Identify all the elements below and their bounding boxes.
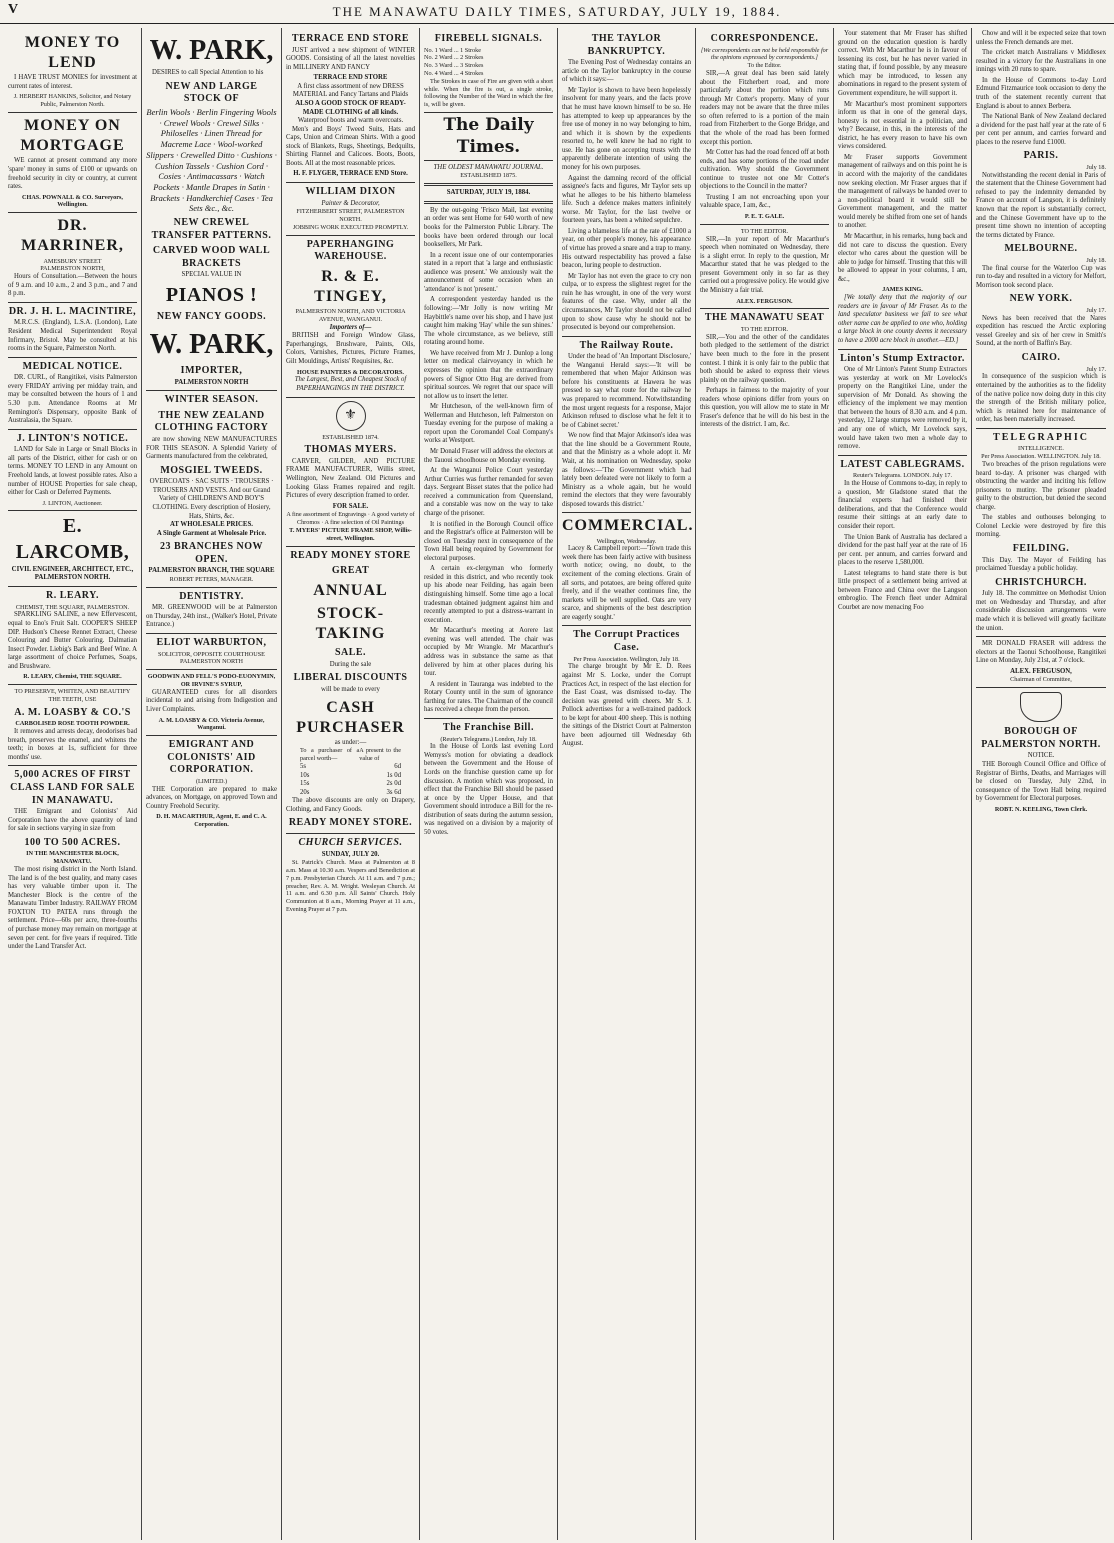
editorial-paragraph: A correspondent yesterday handed us the following:—'Mr Jolly is now writing Mr Haybittle's name over his shop, and I have just caught him making 'Hay' while the sun shines.' The whole circumstance, as we believe, still rotating around home. bbox=[424, 296, 553, 347]
cairo-date: July 17. bbox=[1086, 365, 1106, 373]
editorial-paragraph: A resident in Tauranga was indebted to the Rotary County until in the sum of ignorance farthing for rates. The Chairman of the council has received a cheque from the person. bbox=[424, 680, 553, 714]
medical-notice-body: DR. CURL, of Rangitikei, visits Palmerston every FRIDAY arriving per midday train, and may be consulted between the hours of 1 and 5.30 p.m. Attendance Rooms at Mr Remington's Dispensary, opposite Bank of Australasia, the Square. bbox=[8, 374, 137, 425]
divider bbox=[8, 112, 137, 113]
paperhanging-heading: PAPERHANGING WAREHOUSE. bbox=[306, 238, 395, 263]
mortgage-body: WE cannot at present command any more 'spare' money in sums of £100 or upwards on freehold security in city or country, at current rates. bbox=[8, 157, 137, 191]
mortgage-signature: CHAS. POWNALL & CO. Surveyors, Wellington. bbox=[22, 193, 123, 209]
myers-body: CARVER, GILDER, AND PICTURE FRAME MANUFACTURER, Willis street, Wellington, New Zealand. Old Pictures and Looking Glass Frames repaired and regilt. Pictures of every description framed to order. bbox=[286, 457, 415, 500]
firebell-note: The Strokes in case of Fire are given with a short while. When the fire is out, a single stroke, following the Number of the Ward in which the fire is, will be given. bbox=[424, 77, 553, 109]
column-7 bbox=[834, 28, 972, 1540]
fraser-letter-paragraph: Mr Macarthur's most prominent supporters inform us that in one of the general days, honesty is not essential in a politician, and why? Because, in this, in the interests of the district, he has every reason to have his own views considered. bbox=[838, 100, 967, 151]
ready-money-under: as under:— bbox=[334, 738, 367, 746]
fraser-meeting-role: Chairman of Committee, bbox=[1010, 676, 1072, 684]
tingey-paperhangings: The Largest, Best, and Cheapest Stock of PAPERHANGINGS IN THE DISTRICT. bbox=[294, 376, 407, 392]
column-2 bbox=[142, 28, 282, 1540]
fraser-meeting-signature: ALEX. FERGUSON, bbox=[1010, 667, 1072, 675]
new-york-date: July 17. bbox=[1086, 306, 1106, 314]
manawatu-seat-paragraph: SIR,—You and the other of the candidates both pledged to the settlement of the district have been much to the fore in the present contest. I think it is only fair to the public that both should be asked to express their views plainly on the railway question. bbox=[700, 333, 829, 384]
melbourne-date: July 18. bbox=[1086, 256, 1106, 264]
fraser-editor-note: [We totally deny that the majority of our readers are in favour of Mr Fraser. As to the land speculator business we fail to see what other name can be applied to one who, holding a large block in one county deems it necessary to have a 2000 acre block in another.—ED.] bbox=[838, 294, 967, 344]
editorial-paragraph: Mr Donald Fraser will address the electors at the Tauoui schoolhouse on Monday evening. bbox=[424, 448, 553, 464]
ready-money-table-header bbox=[286, 747, 415, 763]
acres-heading: 5,000 ACRES OF FIRST CLASS LAND FOR SALE IN MANAWATU. bbox=[10, 769, 135, 806]
ready-money-signature: READY MONEY STORE. bbox=[288, 817, 413, 829]
leary-heading: R. LEARY. bbox=[46, 589, 99, 601]
franchise-subtitle: (Reuter's Telegrams.) London, July 18. bbox=[440, 735, 537, 743]
fraser-letter-paragraph: Mr Macarthur, in his remarks, hung back and did not care to discuss the question. Every elector who cares about the question will be able to judge for himself. Trusting that this will be allowed to appear in your columns, I am, &c., bbox=[838, 232, 967, 283]
christchurch-heading: CHRISTCHURCH. bbox=[995, 576, 1087, 588]
terrace-clothing: ALSO A GOOD STOCK OF READY-MADE CLOTHING of all kinds. bbox=[295, 99, 406, 116]
larcomb-subtitle: CIVIL ENGINEER, ARCHITECT, ETC., PALMERSTON NORTH. bbox=[11, 565, 134, 582]
feilding-body: This Day. The Mayor of Feilding has proclaimed Tuesday a public holiday. bbox=[976, 556, 1106, 573]
nzcf-tweeds: MOSGIEL TWEEDS. bbox=[160, 464, 263, 476]
divider bbox=[8, 357, 137, 358]
tingey-body: BRITISH and Foreign Window Glass, Paperhangings, Brushware, Paints, Oils, Colors, Varnishes, Pictures, Picture Frames, Gilt Mouldings, Artists' Requisites, &c. bbox=[286, 332, 415, 365]
dixon-subtitle: Painter & Decorator, bbox=[321, 199, 380, 207]
goodwin-signature: A. M. LOASBY & CO. Victoria Avenue, Wanganui. bbox=[158, 716, 265, 732]
cairo-heading: CAIRO. bbox=[1021, 351, 1061, 363]
ready-money-discounts: LIBERAL DISCOUNTS bbox=[293, 672, 408, 684]
manawatu-seat-heading: THE MANAWATU SEAT bbox=[704, 312, 825, 324]
park-intro: DESIRES to call Special Attention to his bbox=[152, 69, 264, 77]
dentistry-heading: DENTISTRY. bbox=[179, 590, 244, 602]
royal-arms-icon: ⚜ bbox=[336, 401, 366, 431]
loasby-heading: A. M. LOASBY & CO.'S bbox=[14, 706, 131, 718]
railway-heading: The Railway Route. bbox=[579, 339, 674, 351]
divider bbox=[976, 428, 1106, 429]
firebell-heading: FIREBELL SIGNALS. bbox=[434, 33, 543, 44]
commercial-subtitle: Wellington, Wednesday. bbox=[596, 537, 657, 545]
divider bbox=[562, 336, 691, 337]
leary-signature: R. LEARY, Chemist, THE SQUARE. bbox=[23, 673, 122, 681]
park-pianos: PIANOS ! bbox=[165, 283, 258, 306]
acres-block: IN THE MANCHESTER BLOCK, MANAWATU. bbox=[26, 850, 119, 866]
winter-season-heading: WINTER SEASON. bbox=[164, 394, 259, 406]
commercial-body: Lacey & Campbell report:—'Town trade this week there has been fairly active with business worth notice; owing, no doubt, to the excitement of the coming elections. Grain of all sorts, and potatoes, are being offered quite freely, and if the weather continues fine, the markets will be well supplied. Oats are very scarce, and shipments of the best description are eagerly sought.' bbox=[562, 545, 691, 621]
taylor-paragraph: Mr Taylor is shown to have been hopelessly insolvent for many years, and the facts prove that he must have known himself to be so. He has attempted to keep up appearances by the free use of money in no way belonging to him, and which it is shown by the expedients resorted to, he well knew he had no right to use. He has gone on accepting trusts with the apparently deliberate intention of using the money for his own purposes. bbox=[562, 86, 691, 171]
emigrant-body: THE Corporation are prepared to make advances, on Mortgage, on approved Town and Country Freehold Security. bbox=[146, 785, 277, 810]
linton-signature: J. LINTON, Auctioneer. bbox=[42, 499, 103, 507]
eliot-heading: ELIOT WARBURTON, bbox=[156, 637, 267, 649]
money-lend-body: I HAVE TRUST MONIES for investment at current rates of interest. bbox=[8, 74, 137, 90]
emigrant-signature: D. H. MACARTHUR, Agent, E. and C. A. Corporation. bbox=[156, 813, 267, 829]
medical-notice-heading: MEDICAL NOTICE. bbox=[22, 360, 123, 372]
ready-money-during: During the sale bbox=[329, 660, 372, 668]
ready-money-note: The above discounts are only on Drapery, Clothing, and Fancy Goods. bbox=[286, 797, 415, 813]
price-gift: 1s 0d bbox=[386, 771, 401, 779]
present-column-header: A present to the value of bbox=[359, 747, 401, 763]
nzcf-branch: PALMERSTON BRANCH, THE SQUARE bbox=[148, 567, 275, 575]
paris-body: Notwithstanding the recent denial in Paris of the statement that the Chinese Government had refused to pay the indemnity demanded by France on account of Langson, it is definitely known that the report is substantially correct, and the Chinese Government have up to the present time shown no intention of accepting the terms dictated by France. bbox=[976, 171, 1106, 239]
park2-heading: W. PARK, bbox=[149, 328, 274, 360]
editorial-paragraph: In a recent issue one of our contemporaries stated in a report that 'a large and enthusiastic audience was present.' We anxiously wait the announcement of some occasion when an 'attendance' is not 'present.' bbox=[424, 251, 553, 293]
nzcf-branches: 23 BRANCHES NOW OPEN. bbox=[159, 541, 264, 565]
tingey-decorators: HOUSE PAINTERS & DECORATORS. bbox=[297, 368, 404, 376]
divider bbox=[8, 586, 137, 587]
dixon-jobbing: JOBBING WORK EXECUTED PROMPTLY. bbox=[292, 223, 409, 231]
borough-notice-signature: ROBT. N. KEELING, Town Clerk. bbox=[994, 805, 1088, 813]
myers-signature: T. MYERS' PICTURE FRAME SHOP, Willis-street, Wellington. bbox=[289, 526, 412, 542]
macintire-body: M.R.C.S. (England), L.S.A. (London), Late Resident Medical Superintendent Royal Infirmary, Bristol. May be consulted at his rooms in the Square, Palmerston North. bbox=[8, 319, 137, 353]
news-paragraph: In the House of Commons to-day Lord Edmund Fitzmaurice took occasion to deny the truth of the statement recently current that England is about to annex Berbera. bbox=[976, 76, 1106, 110]
divider bbox=[8, 765, 137, 766]
firebell-row: No. 1 Ward ... 1 Stroke bbox=[424, 46, 481, 54]
new-york-body: News has been received that the Nares expedition has rescued the Arctic exploring vessel Greeley and six of her crew in Smith's Sound, at the north of Baffin's Bay. bbox=[976, 314, 1106, 348]
terrace-dress: A first class assortment of new DRESS MATERIAL and Fancy Tartans and Plaids bbox=[292, 82, 409, 99]
paris-heading: PARIS. bbox=[1023, 150, 1059, 162]
nzcf-heading: THE NEW ZEALAND CLOTHING FACTORY bbox=[154, 409, 269, 434]
price-row bbox=[286, 789, 415, 798]
fraser-letter-paragraph: Mr Fraser supports Government management of railways and on this point he is in accord with the majority of the candidates now seeking election. Mr Fraser argues that if the management of railways be handed over to a non-political board it would still be Government management, and the matter would merely be shifted from one set of hands to another. bbox=[838, 153, 967, 230]
price-gift: 6d bbox=[394, 763, 401, 770]
park2-importer: IMPORTER, bbox=[180, 365, 243, 377]
editorial-paragraph: By the out-going 'Frisco Mail, last evening an order was sent Home for 640 worth of new books for the Palmerston Public Library. The books have been ordered through our local booksellers, Mr Park. bbox=[424, 206, 553, 249]
leary-body: SPARKLING SALINE, a new Effervescent, equal to Eno's Fruit Salt. COOPER'S SHEEP DIP. Hudson's Cheese Rennet Extract, Cheese Colouring and Butter Colouring. Dalmatian Insect Powder. Liebig's Bark and Beef Wine. A large assortment of choice Perfumes, Soaps, and Brushware. bbox=[8, 611, 137, 670]
column-4 bbox=[420, 28, 558, 1540]
larcomb-heading: E. LARCOMB, bbox=[15, 515, 130, 563]
newspaper-date: SATURDAY, JULY 19, 1884. bbox=[446, 189, 531, 197]
stump-extractor-body: One of Mr Linton's Patent Stump Extractors was yesterday at work on Mr Lovelock's property on the Rangitikei Line, under the supervision of Mr Donald. As showing the efficiency of the implement we may mention that between the hours of 8.30 a.m. and 4 p.m. yesterday, 12 large stumps were removed by it, and any one of which, Mr Lovelock says, would have taken two men a whole day to remove. bbox=[838, 366, 967, 451]
divider bbox=[700, 308, 829, 309]
ready-money-will: will be made to every bbox=[321, 685, 380, 693]
divider bbox=[700, 224, 829, 225]
newspaper-title: The Daily Times. bbox=[424, 112, 553, 161]
railway-paragraph: We now find that Major Atkinson's idea was that the line should be a Government Route, and that the Ministry as a whole adopt it. Mr Wait, at his nomination on Wednesday, spoke as follows:—'The Government which had lately been defeated were not likely to form a Ministry as a whole again, but he would remind the electors that they were favourably disposed towards this district.' bbox=[562, 432, 691, 508]
column-3 bbox=[282, 28, 420, 1540]
correspondence2-to: TO THE EDITOR. bbox=[740, 227, 789, 235]
melbourne-body: The final course for the Waterloo Cup was run to-day and resulted in a victory for Melfort, Morrison took second place. bbox=[976, 264, 1106, 289]
cablegram-paragraph: Latest telegrams to hand state there is but little prospect of a settlement being arrived at between France and China over the Langson embroglio. The French fleet under Admiral Courbet are now menacing Foo bbox=[838, 569, 967, 611]
divider bbox=[286, 546, 415, 547]
christchurch-body: July 18. The committee on Methodist Union met on Wednesday and Thursday, and after considerable discussion arrangements were made which it is believed will greatly facilitate the union. bbox=[976, 590, 1106, 632]
dixon-address: FITZHERBERT STREET, PALMERSTON NORTH. bbox=[296, 208, 405, 223]
correspondence-paragraph: Trusting I am not encroaching upon your valuable space, I am, &c., bbox=[700, 193, 829, 210]
column-6 bbox=[696, 28, 834, 1540]
terrace-subheading: TERRACE END STORE bbox=[313, 74, 388, 82]
church-date: SUNDAY, JULY 20. bbox=[321, 850, 380, 858]
firebell-row: No. 2 Ward ... 2 Strokes bbox=[424, 54, 484, 62]
ready-money-great: GREAT bbox=[331, 565, 370, 577]
melbourne-heading: MELBOURNE. bbox=[1004, 243, 1078, 255]
divider bbox=[424, 201, 553, 204]
divider bbox=[838, 349, 967, 350]
park-crewel: NEW CREWEL TRANSFER PATTERNS. bbox=[151, 217, 272, 241]
divider bbox=[146, 669, 277, 670]
telegraphic-paragraph: Two breaches of the prison regulations were heard to-day. A prisoner was charged with obstructing the warder and inciting his fellow prisoners to mutiny. The prisoner pleaded guilty to the obstruction, but denied the second charge. bbox=[976, 460, 1106, 511]
fraser-letter-signature: JAMES KING. bbox=[882, 286, 923, 294]
park-special: SPECIAL VALUE IN bbox=[181, 271, 242, 279]
fraser-letter-paragraph: Your statement that Mr Fraser has shifted ground on the education question is hardly correct. With Mr Macarthur he is in favour of lessening its cost, but he has never varied in stating that, if found possible, by any measure which may be introduced, to lessen any abominations in regard to the present system of Government expenditure, he will support it. bbox=[838, 30, 967, 97]
myers-established: ESTABLISHED 1874. bbox=[322, 433, 379, 441]
correspondence-paragraph: SIR,—A great deal has been said lately about the Fitzherbert road, and more particularly about the portion which runs through Mr Cotter's property. Many of your readers may not be aware that the three miles so often referred to is a portion of the main road from Fitzherbert to the Gorge Bridge, and that the whole of the road has been formed except this portion. bbox=[700, 70, 829, 146]
correspondence-heading: CORRESPONDENCE. bbox=[710, 33, 819, 44]
newspaper-established: ESTABLISHED 1875. bbox=[460, 172, 517, 180]
terrace-mens: Men's and Boys' Tweed Suits, Hats and Caps, Union and Crimean Shirts. With a good stock of Blankets, Rugs, Sheetings, Bedquilts, Shirting Flannel and Calicoes. Boots, Boots, Boots. All at the most reasonable prices. bbox=[286, 125, 415, 167]
park-heading: W. PARK, bbox=[149, 35, 274, 66]
taylor-heading: THE TAYLOR BANKRUPTCY. bbox=[587, 33, 666, 57]
nzcf-list: OVERCOATS · SAC SUITS · TROUSERS · TROUSERS AND VESTS. And our Grand Variety of CHILDREN'S AND BOY'S CLOTHING. Every description of Hosiery, Hats, Shirts, &c. bbox=[149, 478, 274, 520]
editorial-paragraph: At the Wanganui Police Court yesterday Arthur Curries was further remanded for seven days. Sergeant Bisset states that the police had received a communication from Queensland, and a constable was now on the way to take charge of the prisoner. bbox=[424, 467, 553, 517]
news-paragraph: The cricket match Australians v Middlesex resulted in a victory for the Australians in one innings with 20 runs to spare. bbox=[976, 49, 1106, 74]
nzcf-wholesale: AT WHOLESALE PRICES. bbox=[170, 521, 253, 529]
manawatu-seat-paragraph: Perhaps in fairness to the majority of your readers whose opinions differ from yours on this question, you will allow me to state in Mr Fraser's defence that he will do his best in the interests of the district. I am, &c. bbox=[700, 387, 829, 429]
divider bbox=[838, 455, 967, 456]
loasby-body: It removes and arrests decay, deodorises bad breath, preserves the enamel, and whitens the teeth; in boxes at 1s, sufficient for three months' use. bbox=[8, 728, 137, 761]
terrace-body: JUST arrived a new shipment of WINTER GOODS. Consisting of all the latest novelties in MILLINERY AND FANCY bbox=[286, 46, 415, 71]
price-gift: 2s 0d bbox=[386, 780, 401, 788]
telegraphic-source: Per Press Association. WELLINGTON. July 18. bbox=[981, 453, 1101, 461]
editorial-paragraph: Mr Macarthur's meeting at Aorere last evening was well attended. The chair was occupied by Mr Wrangle. Mr Macarthur's address was in substance the same as that delivered by him at other places during his tour. bbox=[424, 627, 553, 678]
money-lend-heading: MONEY TO LEND bbox=[24, 34, 121, 72]
borough-heading: BOROUGH OF PALMERSTON NORTH. bbox=[981, 726, 1101, 750]
commercial-heading: COMMERCIAL. bbox=[562, 517, 694, 535]
divider bbox=[286, 833, 415, 834]
feilding-heading: FEILDING. bbox=[1012, 543, 1070, 555]
tingey-heading: R. & E. TINGEY, bbox=[314, 267, 387, 305]
myers-heading: THOMAS MYERS. bbox=[304, 444, 397, 456]
corrupt-practices-heading: The Corrupt Practices Case. bbox=[573, 629, 680, 653]
linton-notice-body: LAND for Sale in Large or Small Blocks in all parts of the District, either for cash or on terms. MONEY TO LEND in any Amount on Freehold lands, at lowest possible rates. Also a number of HOUSE Properties for sale cheap, either for Cash or Deferred Payments. bbox=[8, 446, 137, 497]
nzcf-manager: ROBERT PETERS, MANAGER. bbox=[169, 575, 254, 583]
paris-date: July 18. bbox=[1086, 163, 1106, 171]
price-row bbox=[286, 772, 415, 781]
tingey-importers: Importers of— bbox=[329, 323, 372, 331]
correspondence-paragraph: Mr Cotter has had the road fenced off at both ends, and has some portions of the road under cultivation. Why should the Government continue to trustee not one Mr Cotter's objections to the Council in the matter? bbox=[700, 149, 829, 191]
price-worth: 5s bbox=[300, 763, 307, 770]
masthead-corner-mark: V bbox=[8, 2, 21, 17]
divider bbox=[146, 587, 277, 588]
park-carved: CARVED WOOD WALL BRACKETS bbox=[152, 245, 271, 269]
borough-notice-heading: NOTICE. bbox=[1027, 752, 1055, 760]
correspondence2-signature: ALEX. FERGUSON. bbox=[736, 297, 793, 305]
masthead-title: THE MANAWATU DAILY TIMES, SATURDAY, JULY 19, 1884. bbox=[332, 3, 782, 19]
purchase-column-header: To a purchaser of a parcel worth— bbox=[300, 747, 360, 763]
taylor-paragraph: Against the damning record of the official assignee's facts and figures, Mr Taylor sets up what he alleges to be his hitherto blameless life. Such a defence makes matters infinitely worse. Mr Taylor, for the last twelve or fourteen years, has been a whited sepulchre. bbox=[562, 174, 691, 225]
divider bbox=[562, 512, 691, 513]
railway-paragraph: Under the head of 'An Important Disclosure,' the Wanganui Herald says:—'It will be remembered that when Major Atkinson was before his constituents at Hawera he was pressed to say what route for the railway he was prepared to recommend. Notwithstanding the most urgent requests for a response, Major Atkinson refused to disclose what he felt it to be of Cabinet secret.' bbox=[562, 353, 691, 429]
park-fancy-goods: NEW FANCY GOODS. bbox=[156, 311, 267, 323]
column-8 bbox=[972, 28, 1110, 1540]
marriner-body: Hours of Consultation.—Between the hours of 9 a.m. and 10 a.m., 2 and 3 p.m., and 7 and 8 p.m. bbox=[8, 273, 137, 298]
borough-notice-body: THE Borough Council Office and Office of Registrar of Births, Deaths, and Marriages will be closed on Tuesday, July 22nd, in consequence of the Town Hall being required by Government for Electoral purposes. bbox=[976, 760, 1106, 803]
ready-money-stocktaking: STOCK-TAKING bbox=[315, 604, 386, 643]
church-heading: CHURCH SERVICES. bbox=[298, 836, 403, 848]
fraser-meeting-notice: MR DONALD FRASER will address the electors at the Taonui Schoolhouse, Rangitikei Line on Monday, July 21st, at 7 o'clock. bbox=[976, 640, 1106, 665]
myers-list: A fine assortment of Engravings · A good variety of Chromos · A fine selection of Oil Paintings bbox=[286, 511, 415, 527]
correspondence-note: [We correspondents can not be held responsible for the opinions expressed by correspondents.] bbox=[700, 46, 829, 62]
new-york-heading: NEW YORK. bbox=[1009, 293, 1073, 305]
divider bbox=[8, 302, 137, 303]
ready-money-cash: CASH PURCHASER bbox=[296, 698, 405, 736]
divider bbox=[976, 687, 1106, 688]
ready-money-annual: ANNUAL bbox=[313, 581, 388, 599]
correspondence-signature: P. E. T. GALE. bbox=[744, 213, 785, 221]
price-worth: 10s bbox=[300, 771, 310, 779]
news-paragraph: Chow and will it be expected seize that town unless the French demands are met. bbox=[976, 30, 1106, 46]
column-5 bbox=[558, 28, 696, 1540]
correspondence-to: To the Editor. bbox=[747, 62, 782, 70]
divider bbox=[8, 429, 137, 430]
acres-body: THE Emigrant and Colonists' Aid Corporation have the above quantity of land for sale in sections varying in size from bbox=[8, 808, 137, 833]
loasby-intro: TO PRESERVE, WHITEN, AND BEAUTIFY THE TEETH, USE bbox=[14, 688, 131, 703]
acres-range: 100 TO 500 ACRES. bbox=[24, 836, 121, 848]
cablegrams-heading: LATEST CABLEGRAMS. bbox=[840, 458, 965, 470]
news-paragraph: The National Bank of New Zealand declared a dividend for the past half year at the rate of 6 per cent per annum, and carries forward and places to the reserve fund £1000. bbox=[976, 113, 1106, 146]
price-row bbox=[286, 763, 415, 772]
telegraphic-heading: TELEGRAPHIC bbox=[993, 431, 1089, 443]
myers-for-sale: FOR SALE. bbox=[332, 502, 369, 510]
franchise-heading: The Franchise Bill. bbox=[443, 721, 534, 733]
divider bbox=[8, 212, 137, 213]
divider bbox=[146, 390, 277, 391]
emigrant-subtitle: (LIMITED.) bbox=[195, 777, 228, 785]
newspaper-columns bbox=[4, 28, 1110, 1540]
marriner-street: AMESBURY STREET bbox=[43, 257, 102, 265]
taylor-paragraph: Mr Taylor has not even the grace to cry non culpa, or to express the slightest regret for the ruin he has wrought, in one of the very worst features of the case. Why, under all the circumstances, Mr Taylor should not be called upon to show cause why he should not be prosecuted is beyond our comprehension. bbox=[562, 272, 691, 332]
tingey-subtitle: PALMERSTON NORTH, AND VICTORIA AVENUE, WANGANUI. bbox=[295, 308, 406, 323]
terrace-heading: TERRACE END STORE bbox=[291, 33, 410, 44]
park-stock: NEW AND LARGE STOCK OF bbox=[165, 80, 258, 105]
firebell-row: No. 4 Ward ... 4 Strokes bbox=[424, 70, 484, 78]
editorial-paragraph: Mr Hutcheson, of the well-known firm of Wellerman and Hutcheson, left Palmerston on Tuesday evening for the purpose of making a report upon the Coromandel Coal Company's works at Westport. bbox=[424, 403, 553, 445]
franchise-body: In the House of Lords last evening Lord Wemyss's motion for obviating a deadlock between the Government and the House of Lords on the franchise question came up for discussion. A motion which was proposed, in effect that the Franchise Bill should be passed at once by the Upper House, and that Government should introduce a Bill for the re-distribution of seats during the autumn session, was negatived on a division by a majority of 50 votes. bbox=[424, 743, 553, 836]
cairo-body: In consequence of the suspicion which is entertained by the authorities as to the fidelity of the native police now doing duty in this city the strength of the British military police, which is retained here for maintenance of order, has been materially increased. bbox=[976, 373, 1106, 424]
divider bbox=[424, 718, 553, 719]
goodwin-body: GUARANTEED cures for all disorders incidental to and arising from Indigestion and Liver Complaints. bbox=[146, 688, 277, 713]
goodwin-heading: GOODWIN AND FELL'S PODO-EUONYMIN, OR IRVINE'S SYRUP, bbox=[147, 673, 276, 689]
mortgage-heading: MONEY ON MORTGAGE bbox=[20, 117, 125, 155]
emigrant-heading: EMIGRANT AND COLONISTS' AID CORPORATION. bbox=[167, 739, 256, 776]
nzcf-single-garment: A Single Garment at Wholesale Price. bbox=[156, 529, 267, 537]
linton-notice-heading: J. LINTON'S NOTICE. bbox=[16, 432, 129, 444]
leary-subtitle: CHEMIST, THE SQUARE, PALMERSTON. bbox=[15, 603, 130, 611]
ready-money-heading: READY MONEY STORE bbox=[290, 549, 411, 561]
dentistry-body: MR. GREENWOOD will be at Palmerston on Thursday, 24th inst., (Walker's Hotel, Private Entrance.) bbox=[146, 604, 277, 629]
park-items: Berlin Wools · Berlin Fingering Wools · Crewel Wools · Crewel Silks · Philoselles · Linen Thread for Macreme Lace · Wool-worked Slippers · Crewelled Ditto · Cushions · Cushion Tassels · Cushion Cord · Cosies · Antimacassars · Watch Pockets · Mantle Drapes in Satin · Brackets · Handkerchief Cases · Tea Sets &c., &c. bbox=[146, 107, 277, 214]
taylor-paragraph: The Evening Post of Wednesday contains an article on the Taylor bankruptcy in the course of which it says:— bbox=[562, 59, 691, 84]
corrupt-practices-body: The charge brought by Mr E. D. Rees against Mr S. Locke, under the Corrupt Practices Act, in respect of the last election for the East Coast, was dismissed to-day. The decision was greeted with cheers. Mr S. J. Pollock advertises for a well-trained paddock to be kept for about 400 sheep. This is nothing the sittings of the District Court at Palmerston have been adjourned till Wednesday 6th August. bbox=[562, 663, 691, 748]
telegraphic-paragraph: The stables and outhouses belonging to Colonel Leckie were destroyed by fire this morning. bbox=[976, 514, 1106, 539]
divider bbox=[146, 735, 277, 736]
divider bbox=[146, 633, 277, 634]
telegraphic-subtitle: INTELLIGENCE. bbox=[1018, 445, 1064, 453]
eliot-subtitle: SOLICITOR, OPPOSITE COURTHOUSE PALMERSTON NORTH bbox=[158, 650, 265, 666]
masthead bbox=[0, 0, 1114, 24]
editorial-paragraph: It is notified in the Borough Council office and the Registrar's office at Palmerston will be closed on Tuesday next in consequence of the Town Hall being required by Government for electoral purposes. bbox=[424, 520, 553, 562]
firebell-row: No. 3 Ward ... 3 Strokes bbox=[424, 62, 484, 70]
marriner-location: PALMERSTON NORTH, bbox=[40, 265, 105, 273]
divider bbox=[286, 182, 415, 183]
divider bbox=[8, 684, 137, 685]
church-body: St. Patrick's Church. Mass at Palmerston at 8 a.m. Mass at 10.30 a.m. Vespers and Benediction at 7 p.m. Presbyterian Church. At 11 a.m. and 7 p.m.; preacher, Rev. A. M. Wright. Wesleyan Church. At 11 a.m. and 6.30 p.m. All Saints' Church. Holy Communion at 8 a.m., Morning Prayer at 11 a.m., Evening Prayer at 7 p.m. bbox=[286, 859, 415, 913]
terrace-boots: Waterproof boots and warm overcoats. bbox=[297, 117, 404, 125]
money-lend-signature: J. HERBERT HANKINS, Solicitor, and Notary Public, Palmerston North. bbox=[13, 93, 132, 109]
manawatu-seat-to: TO THE EDITOR. bbox=[740, 326, 789, 333]
newspaper-subtitle: THE OLDEST MANAWATU JOURNAL. bbox=[433, 163, 544, 171]
stump-extractor-heading: Linton's Stump Extractor. bbox=[840, 352, 965, 364]
divider bbox=[424, 183, 553, 186]
dixon-heading: WILLIAM DIXON bbox=[305, 186, 396, 198]
price-gift: 3s 6d bbox=[386, 788, 401, 796]
price-worth: 20s bbox=[300, 788, 310, 796]
price-row bbox=[286, 780, 415, 789]
corrupt-practices-subtitle: Per Press Association. Wellington, July 18. bbox=[573, 655, 680, 663]
divider bbox=[286, 235, 415, 236]
taylor-paragraph: Living a blameless life at the rate of £1000 a year, on other people's money, his appearance of virtue has proved a snare and a trap to many. His outward respectability has proved a false beacon, luring people to destruction. bbox=[562, 227, 691, 270]
borough-crest-icon bbox=[1020, 692, 1062, 722]
correspondence2-paragraph: SIR,—In your report of Mr Macarthur's speech when nominated on Wednesday, there is a slight error. In reply to the question, Mr Macarthur stated that he was pledged to the present Government only in so far as they carried out a progressive policy. He would give the Ministry a fair trial. bbox=[700, 235, 829, 295]
editorial-paragraph: We have received from Mr J. Dunlop a long letter on medical clairvoyancy in which he expresses the opinion that the extraordinary powers of Signor Otto Hug are derived from spiritual sources. We regret that our space will not allow us to insert the letter. bbox=[424, 349, 553, 400]
ready-money-sale: SALE. bbox=[334, 647, 367, 659]
divider bbox=[286, 397, 415, 398]
acres-rest: The most rising district in the North Island. The land is of the best quality, and many cases has very valuable timber upon it. The Manchester Block is the centre of the Manawatu Timber Industry. RAILWAY FROM FOXTON TO PATEA runs through the settlement. Price—60s per acre, three-fourths of purchase money may remain on mortgage at seven per cent. for five years if required. Title under the Land Transfer Act. bbox=[8, 866, 137, 951]
cablegram-paragraph: The Union Bank of Australia has declared a dividend for the past half year at the rate of 16 per cent. per annum, and carries forward and places to the reserve 1,580,000. bbox=[838, 533, 967, 567]
marriner-heading: DR. MARRINER, bbox=[21, 217, 124, 255]
editorial-paragraph: A certain ex-clergyman who formerly resided in this district, and who recently took up his abode near Feilding, has again been distinguishing himself. Some time ago a local tradesman obtained judgment against him and recently attempted to put a distress-warrant in execution. bbox=[424, 565, 553, 624]
macintire-heading: DR. J. H. L. MACINTIRE, bbox=[8, 305, 137, 317]
park2-location: PALMERSTON NORTH bbox=[174, 378, 249, 386]
divider bbox=[8, 510, 137, 511]
price-worth: 15s bbox=[300, 780, 310, 788]
cablegram-paragraph: In the House of Commons to-day, in reply to a question, Mr Gladstone stated that the financial experts had finished their deliberations, and that the Conference would resume their sittings at an early date to consider their report. bbox=[838, 480, 967, 530]
divider bbox=[976, 636, 1106, 637]
divider bbox=[562, 625, 691, 626]
loasby-subtitle: CARBOLISED ROSE TOOTH POWDER. bbox=[15, 720, 130, 728]
terrace-signature: H. F. FLYGER, TERRACE END Store. bbox=[293, 170, 408, 178]
cablegrams-subtitle: Reuter's Telegrams. LONDON. July 17. bbox=[852, 472, 953, 480]
column-1 bbox=[4, 28, 142, 1540]
nzcf-body: are now showing NEW MANUFACTURES FOR THIS SEASON. A Splendid Variety of Garments manufactured from the celebrated, bbox=[146, 435, 277, 461]
